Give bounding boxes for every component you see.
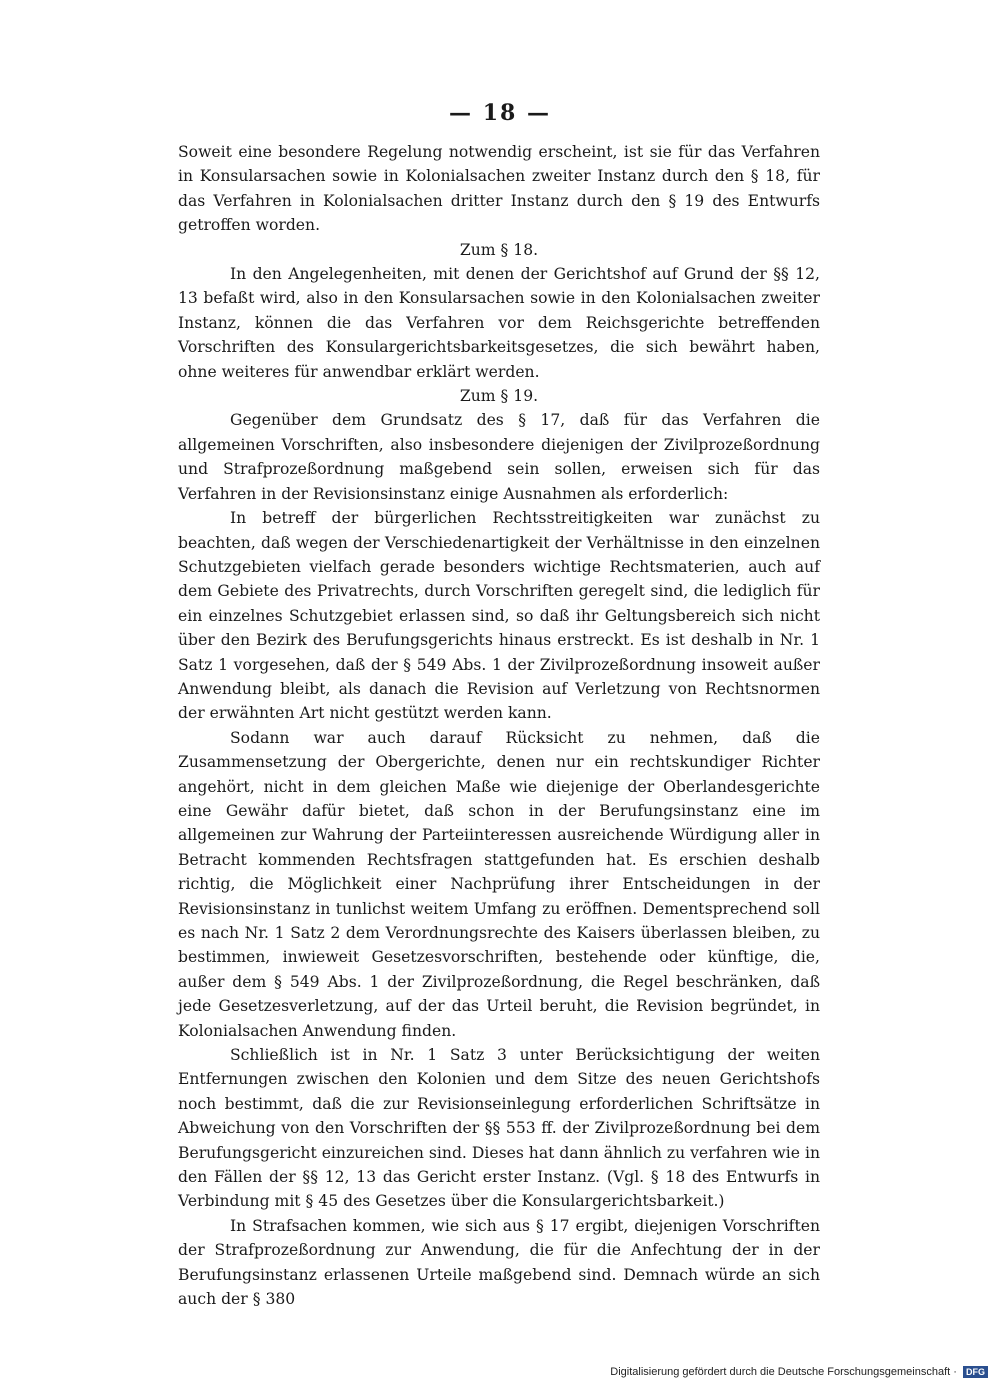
paragraph: Gegenüber dem Grundsatz des § 17, daß für das Verfahren die allgemeinen Vorschriften, also insbesondere diejenigen der Zivilprozeßordnung und Strafprozeßordnung maßgebend sein sollen, erweisen sich für das Verfahren in der Revisionsinstanz einige Ausnahmen als erforderlich: — [178, 411, 820, 503]
body-text — [178, 140, 820, 1312]
section-heading-18: Zum § 18. — [459, 240, 539, 259]
paragraph: In Strafsachen kommen, wie sich aus § 17 ergibt, diejenigen Vorschriften der Strafprozeßordnung zur Anwendung, die für die Anfechtung der in der Berufungsinstanz erlassenen Urteile maßgebend sind. Demnach würde an sich auch der § 380 — [178, 1216, 820, 1309]
paragraph: Sodann war auch darauf Rücksicht zu nehmen, daß die Zusammensetzung der Obergerichte, denen nur ein rechtskundiger Richter angehört, nicht in dem gleichen Maße wie diejenige der Oberlandesgerichte eine Gewähr dafür bietet, daß schon in der Berufungsinstanz eine im allgemeinen zur Wahrung der Parteiinteressen ausreichende Würdigung aller in Betracht kommenden Rechtsfragen stattgefunden hat. Es erschien deshalb richtig, die Möglichkeit einer Nachprüfung ihrer Entscheidungen in der Revisionsinstanz in tunlichst weitem Umfang zu eröffnen. Dementsprechend soll es nach Nr. 1 Satz 2 dem Verordnungsrechte des Kaisers überlassen bleiben, zu bestimmen, inwieweit Gesetzesvorschriften, bestehende oder künftige, die, außer dem § 549 Abs. 1 der Zivilprozeßordnung, die Regel beschränken, daß jede Gesetzesverletzung, auf der das Urteil beruht, die Revision begründet, in Kolonialsachen Anwendung finden. — [178, 728, 820, 1040]
paragraph: Schließlich ist in Nr. 1 Satz 3 unter Berücksichtigung der weiten Entfernungen zwischen den Kolonien und dem Sitze des neuen Gerichtshofs noch bestimmt, daß die zur Revisionseinlegung erforderlichen Schriftsätze in Abweichung von den Vorschriften der §§ 553 ff. der Zivilprozeßordnung bei dem Berufungsgericht einzureichen sind. Dieses hat dann ähnlich zu verfahren wie in den Fällen der §§ 12, 13 das Gericht erster Instanz. (Vgl. § 18 des Entwurfs in Verbindung mit § 45 des Gesetzes über die Konsulargerichtsbarkeit.) — [178, 1046, 820, 1211]
footer-credit — [610, 1366, 988, 1378]
footer-text: Digitalisierung gefördert durch die Deutsche Forschungsgemeinschaft · — [610, 1366, 957, 1378]
paragraph: Soweit eine besondere Regelung notwendig erscheint, ist sie für das Verfahren in Konsularsachen sowie in Kolonialsachen zweiter Instanz durch den § 18, für das Verfahren in Kolonialsachen dritter Instanz durch den § 19 des Entwurfs getroffen worden. — [178, 143, 820, 235]
section-heading-19: Zum § 19. — [459, 387, 539, 406]
paragraph: In den Angelegenheiten, mit denen der Gerichtshof auf Grund der §§ 12, 13 befaßt wird, also in den Konsularsachen sowie in den Kolonialsachen zweiter Instanz, können die das Verfahren vor dem Reichsgerichte betreffenden Vorschriften des Konsulargerichtsbarkeitsgesetzes, die sich bewährt haben, ohne weiteres für anwendbar erklärt werden. — [178, 265, 820, 381]
dfg-logo: DFG — [963, 1366, 988, 1378]
page-number: — 18 — — [449, 100, 551, 126]
paragraph: In betreff der bürgerlichen Rechtsstreitigkeiten war zunächst zu beachten, daß wegen der Verschiedenartigkeit der Verhältnisse in den einzelnen Schutzgebieten vielfach gerade besonders wichtige Rechtsmaterien, auch auf dem Gebiete des Privatrechts, durch Vorschriften geregelt sind, die lediglich für ein einzelnes Schutzgebiet erlassen sind, so daß ihr Geltungsbereich sich nicht über den Bezirk des Berufungsgerichts hinaus erstreckt. Es ist deshalb in Nr. 1 Satz 1 vorgesehen, daß der § 549 Abs. 1 der Zivilprozeßordnung insoweit außer Anwendung bleibt, als danach die Revision auf Verletzung von Rechtsnormen der erwähnten Art nicht gestützt werden kann. — [178, 509, 820, 723]
